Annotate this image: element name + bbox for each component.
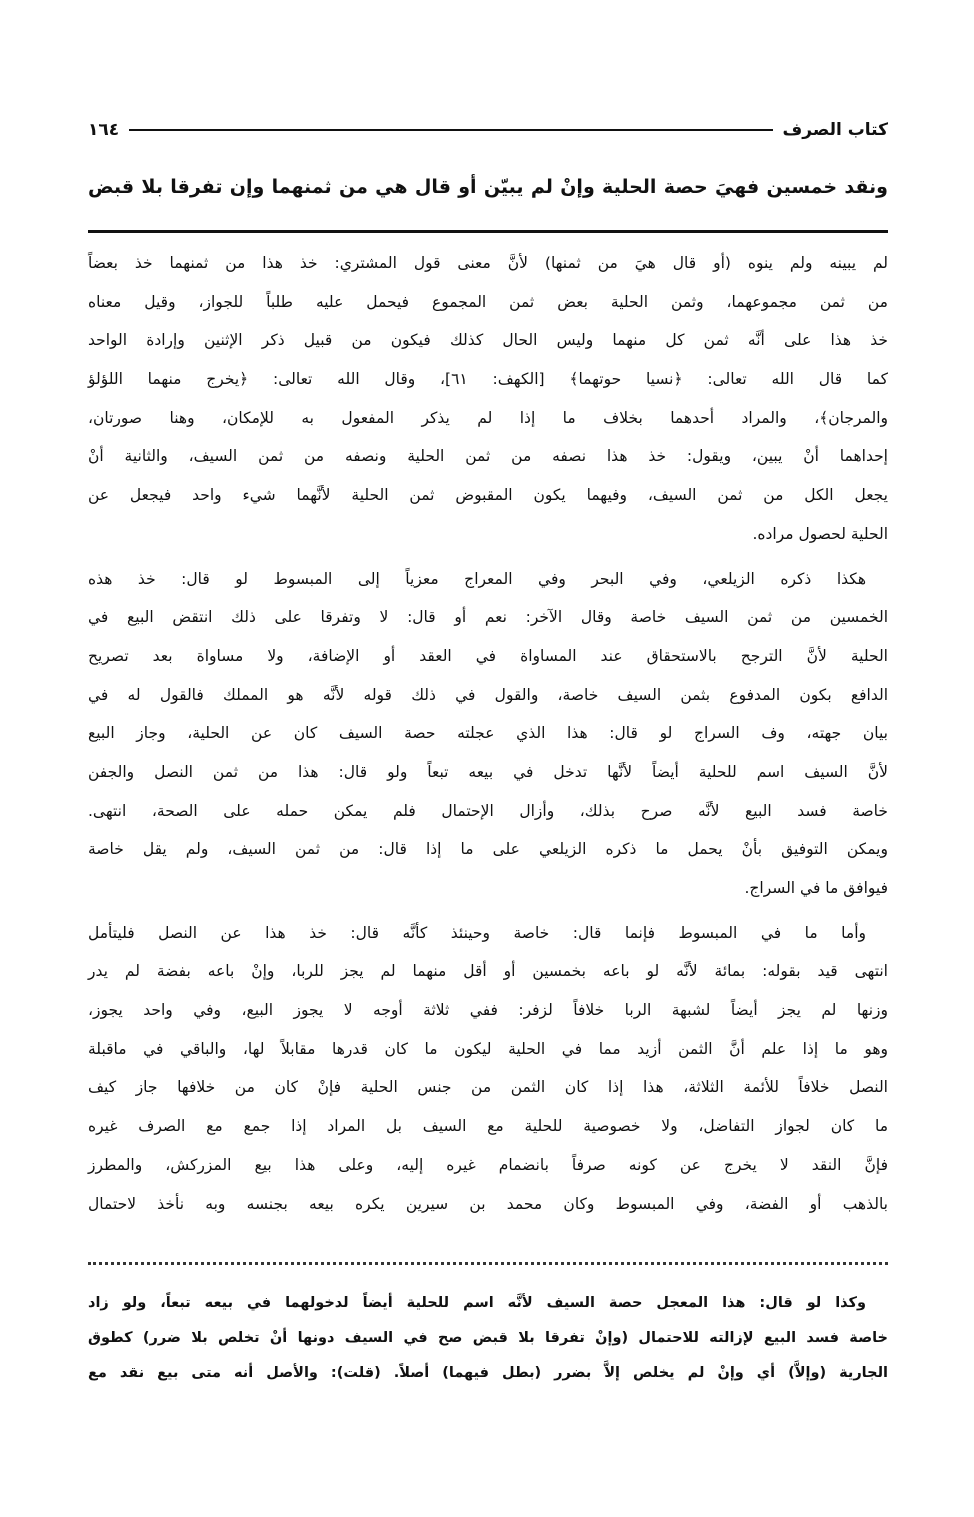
footnote-separator (88, 1262, 888, 1265)
text-line: بالذهب أو الفضة، وفي المبسوط وكان محمد بن سيرين يكره بيعه بجنسه وبه نأخذ لاحتمال (88, 1194, 888, 1213)
text-line: ما كان لجواز التفاضل، ولا خصوصية للحلية مع السيف بل المراد إذا جمع مع الصرف غيره (88, 1117, 888, 1136)
footnote (88, 1286, 888, 1391)
text-line: لأنَّ السيف اسم للحلية أيضاً لأنَّها تدخل في بيعه تبعاً ولو قال: هذا من ثمن النصل والجفن (88, 762, 888, 781)
text-line: كما قال الله تعالى: ﴿نسيا حوتهما﴾ [الكهف: ٦١]، وقال الله تعالى: ﴿يخرج منهما اللؤلؤ (88, 370, 888, 389)
text-line: وأما ما في المبسوط فإنما قال: خاصة وحينئذ كأنَّه قال: خذ هذا عن النصل فليتأمل (88, 923, 866, 942)
paragraph (88, 914, 888, 1224)
text-line: يجعل الكل من ثمن السيف، وفيهما يكون المقبوض ثمن الحلية لأنَّهما شيء واحد فيجعل عن (88, 486, 888, 505)
text-line: خاصة فسد البيع لأنَّه صرح بذلك، وأزال الإحتمال فلم يمكن حمله على الصحة، انتهى. (88, 801, 888, 820)
text-line: خذ هذا على أنَّه ثمن كل منهما وليس الحال كذلك فيكون من قبيل ذكر الإثنين وإرادة الواحد (88, 331, 888, 350)
matn-text (88, 168, 888, 207)
text-line: ويمكن التوفيق بأنْ يحمل ما ذكره الزيلعي على ما إذا قال: من ثمن السيف، ولم يقل خاصة (88, 840, 888, 859)
text-line: وهو ما إذا علم أنَّ الثمن أزيد مما في الحلية ليكون ما كان قدرها مقابلاً لها، والباقي في ماقبلة (88, 1039, 888, 1058)
text-line: هكذا ذكره الزيلعي، وفي البحر وفي المعراج معزياً إلى المبسوط لو قال: خذ هذه (88, 569, 866, 588)
text-line: لم يبينه ولم ينوه (أو قال هيَ من ثمنها) لأنَّ معنى قول المشتري: خذ هذا من ثمنهما خذ بعضاً (88, 254, 888, 272)
text-line: النصل خلافاً للأئمة الثلاثة، هذا إذا كان الثمن من جنس الحلية فإنْ كان من خلافها جاز كيف (88, 1078, 888, 1097)
text-line: الحلية لأنَّ الترجح بالاستحقاق عند المساواة في العقد أو الإضافة، ولا مساواة بعد تصريح (88, 646, 888, 665)
footnote-line: الجارية (وإلاَّ) أي وإنْ لم يخلص إلاَّ بضرر (بطل فيهما) أصلاً. (قلت): والأصل أنه متى بيع نقد مع (88, 1365, 888, 1381)
matn-line: ونقد خمسين فهيَ حصة الحلية وإنْ لم يبيّن أو قال هي من ثمنهما وإن تفرقا بلا قبض (88, 176, 888, 198)
text-line: فإنَّ النقد لا يخرج عن كونه صرفاً بانضمام غيره إليه، وعلى هذا بيع المزركش، والمطرز (88, 1155, 888, 1174)
text-line: إحداهما أنْ يبين، ويقول: خذ هذا نصفه من ثمن الحلية ونصفه من ثمن السيف، والثانية أنْ (88, 447, 888, 466)
paragraph (88, 560, 888, 908)
text-line: فيوافق ما في السراج. (744, 879, 888, 897)
text-line: الدافع بكون المدفوع بثمن السيف خاصة، والقول في ذلك قوله لأنَّه هو المملك فالقول له في (88, 685, 888, 704)
header-rule (129, 129, 772, 131)
text-line: الخمسين من ثمن السيف خاصة وقال الآخر: نعم أو قال: لا وتفرقا على ذلك انتقض البيع في (88, 608, 888, 627)
commentary-body (88, 244, 888, 1229)
text-line: وزنها لم يجز أيضاً لشبهة الربا خلافاً لزفر: ففي ثلاثة أوجه لا يجوز البيع، وفي واحد يجوز، (88, 1001, 888, 1020)
footnote-line: وكذا لو قال: هذا المعجل حصة السيف لأنَّه اسم للحلية أيضاً لدخولهما في بيعه تبعاً، ولو زاد (88, 1295, 866, 1311)
text-line: الحلية لحصول مراده. (752, 524, 888, 543)
text-line: انتهى قيد بقوله: بمائة لأنَّه لو باعه بخمسين أو أقل منهما لم يجز للربا، وإنْ باعه بفضة لم يدر (88, 962, 888, 981)
page-number: ١٦٤ (88, 120, 120, 140)
matn-divider (88, 230, 888, 233)
paragraph (88, 244, 888, 554)
text-line: بيان جهته، وف السراج لو قال: هذا الذي عجلته حصة السيف كان عن الحلية، وجاز البيع (88, 724, 888, 743)
text-line: من ثمن مجموعهما، وثمن الحلية بعض ثمن المجموع فيحمل عليه طلباً للجواز، وقيل معناه (88, 292, 888, 311)
running-title: كتاب الصرف (782, 120, 888, 140)
page-header (88, 112, 888, 148)
footnote-line: خاصة فسد البيع لإزالته للاحتمال (وإنْ تفرقا بلا قبض صح في السيف دونها أنْ تخلص بلا ضرر) كطوق (88, 1330, 888, 1346)
text-line: والمرجان﴾، والمراد أحدهما بخلاف ما إذا لم يذكر المفعول به للإمكان، وهنا صورتان، (88, 408, 888, 427)
